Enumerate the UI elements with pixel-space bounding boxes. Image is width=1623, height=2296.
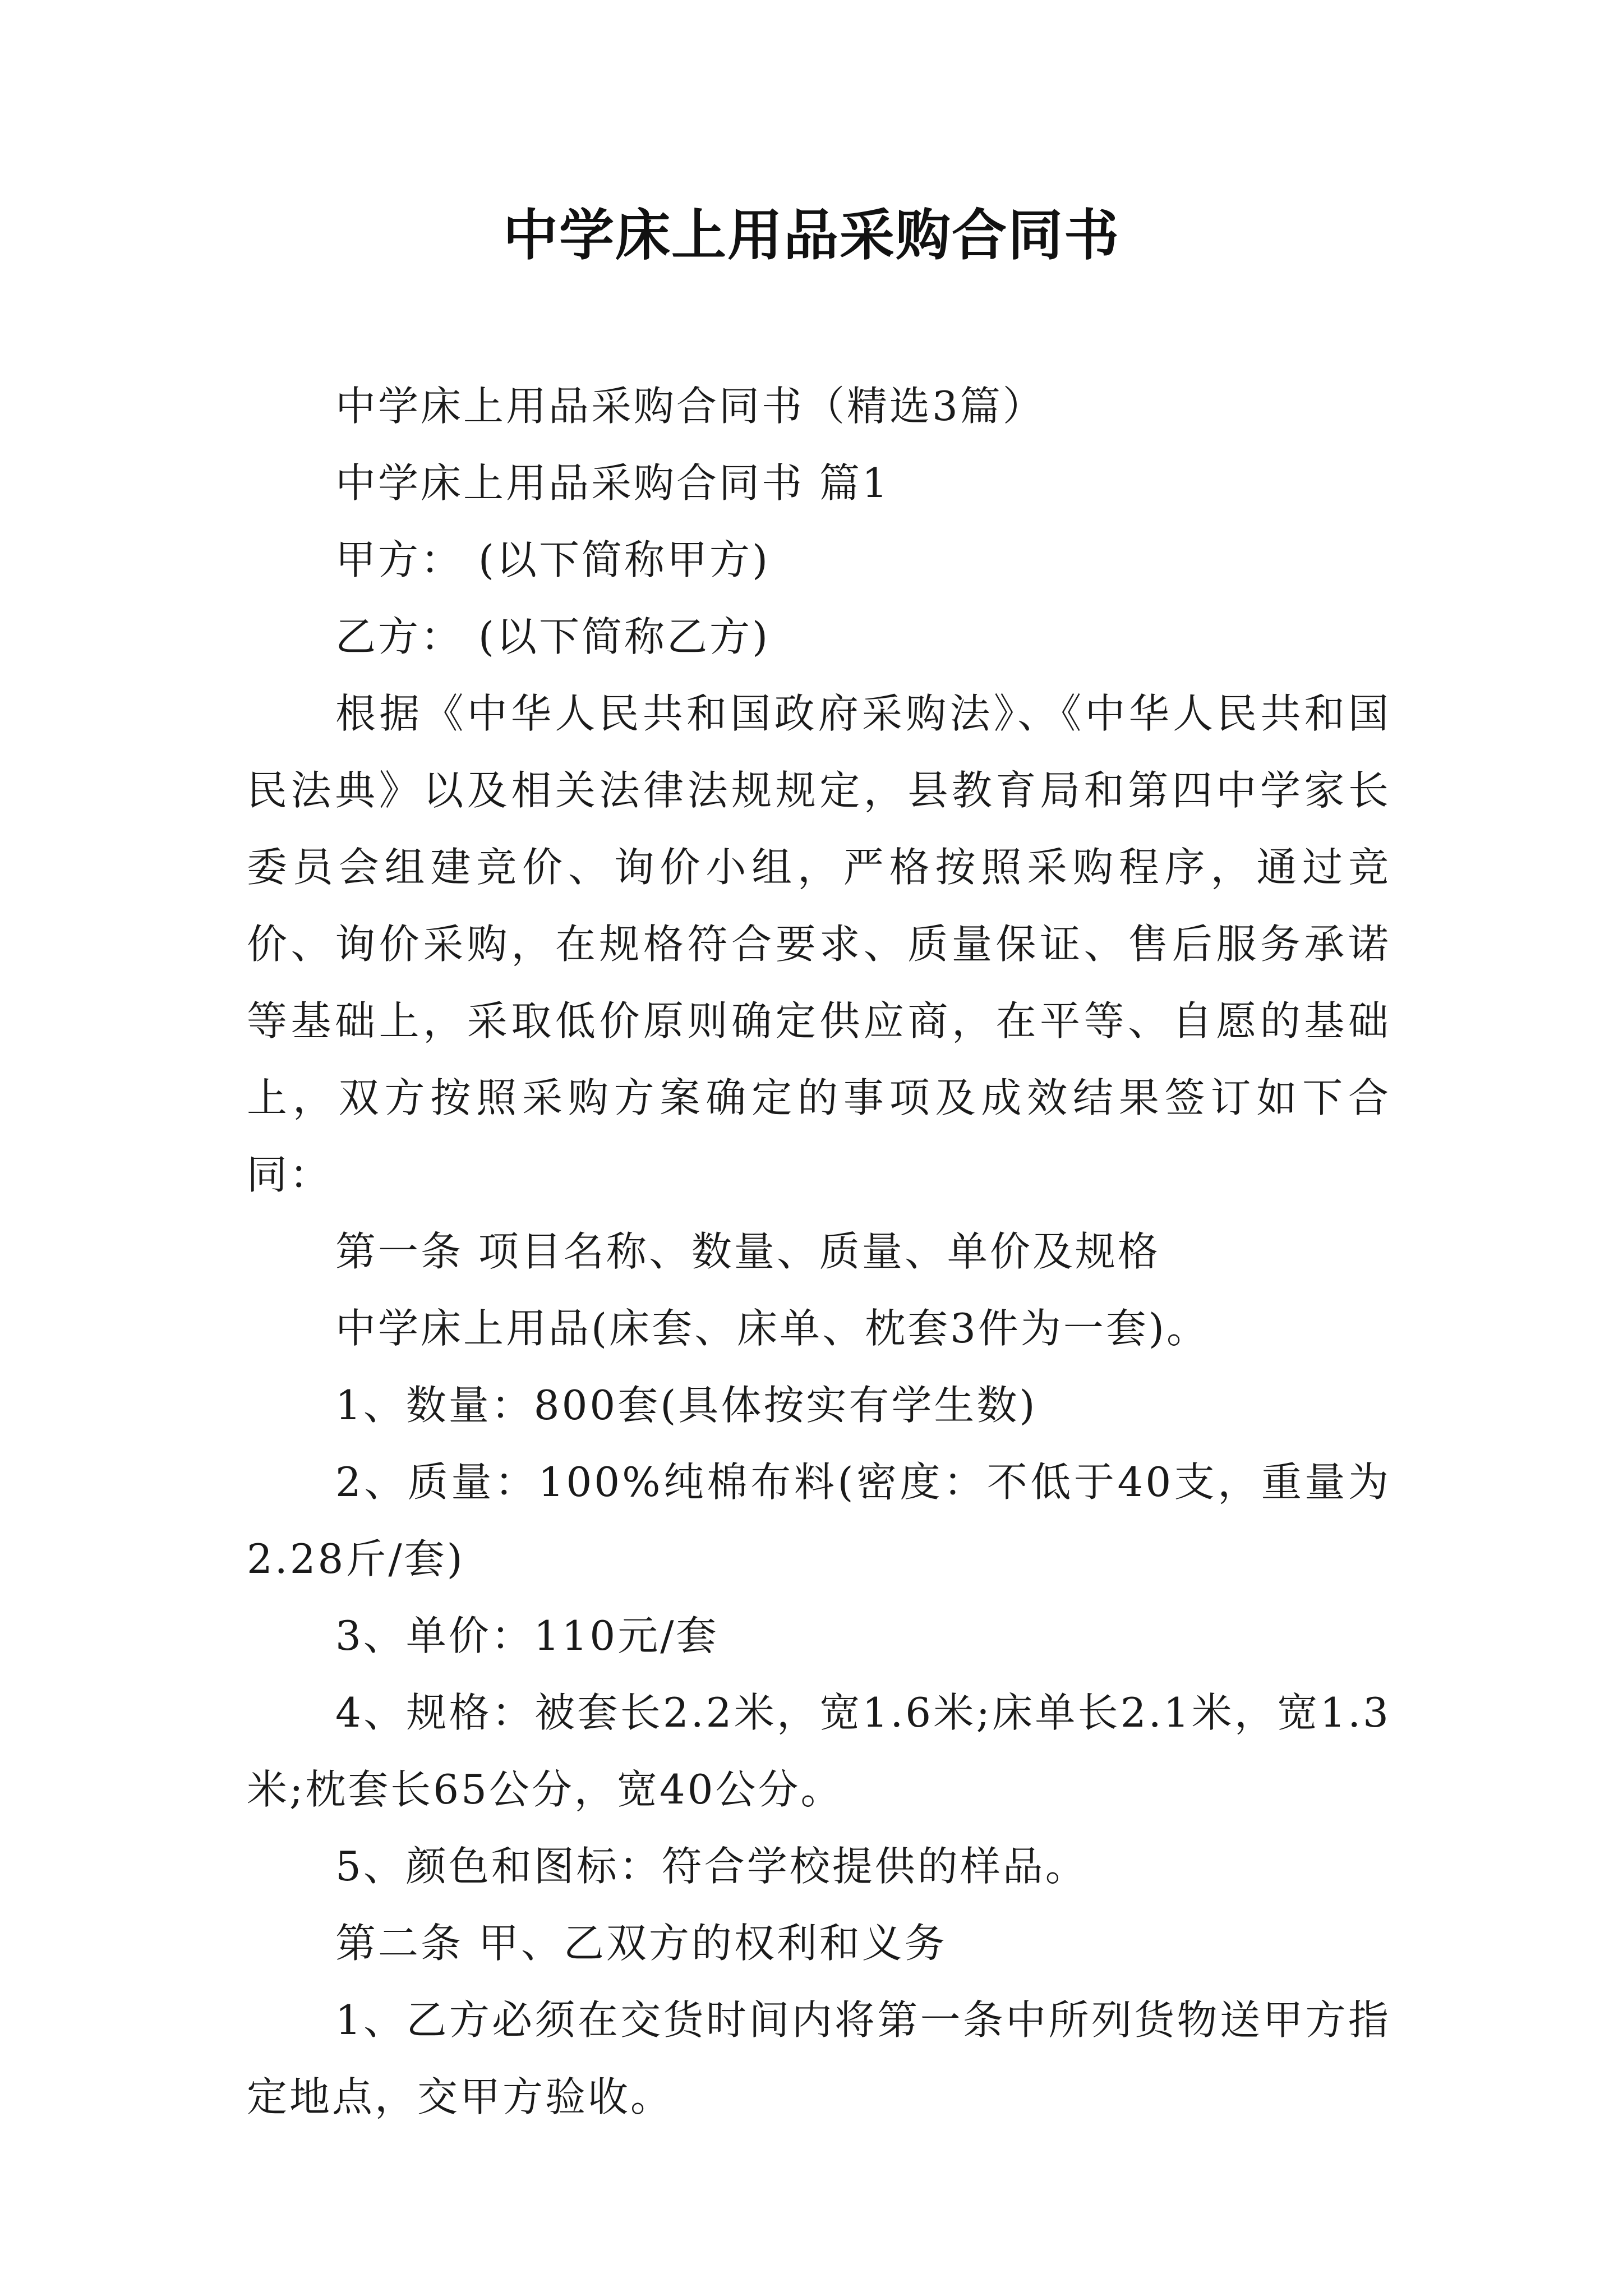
paragraph-party-a: 甲方： (以下简称甲方) <box>335 536 771 583</box>
paragraph-preamble: 根据《中华人民共和国政府采购法》、《中华人民共和国民法典》以及相关法律法规规定，县教育局和第四中学家长委员会组建竞价、询价小组，严格按照采购程序，通过竞价、询价采购，在规格符合要求、质量保证、售后服务承诺等基础上，采取低价原则确定供应商，在平等、自愿的基础上，双方按照采购方案确定的事项及成效结果签订如下合同： <box>247 690 1391 1198</box>
paragraph-article-2-heading: 第二条 甲、乙双方的权利和义务 <box>335 1920 947 1967</box>
paragraph-quality: 2、质量：100%纯棉布料(密度：不低于40支，重量为2.28斤/套) <box>247 1458 1391 1582</box>
paragraph-unit-price: 3、单价：110元/套 <box>335 1612 719 1659</box>
paragraph-part-heading: 中学床上用品采购合同书 篇1 <box>335 459 890 507</box>
paragraph-article-1-heading: 第一条 项目名称、数量、质量、单价及规格 <box>335 1228 1160 1275</box>
paragraph-quantity: 1、数量：800套(具体按实有学生数) <box>335 1382 1038 1429</box>
paragraph-subtitle: 中学床上用品采购合同书（精选3篇） <box>335 383 1045 430</box>
paragraph-party-b: 乙方： (以下简称乙方) <box>335 613 771 660</box>
document-body <box>247 368 1391 2136</box>
paragraph-color-logo: 5、颜色和图标：符合学校提供的样品。 <box>335 1843 1088 1890</box>
paragraph-product: 中学床上用品(床套、床单、枕套3件为一套)。 <box>335 1305 1209 1352</box>
paragraph-specification: 4、规格：被套长2.2米，宽1.6米;床单长2.1米，宽1.3米;枕套长65公分，宽40公分。 <box>247 1689 1391 1813</box>
document-title: 中学床上用品采购合同书 <box>502 203 1120 268</box>
paragraph-delivery: 1、乙方必须在交货时间内将第一条中所列货物送甲方指定地点，交甲方验收。 <box>247 1996 1391 2120</box>
